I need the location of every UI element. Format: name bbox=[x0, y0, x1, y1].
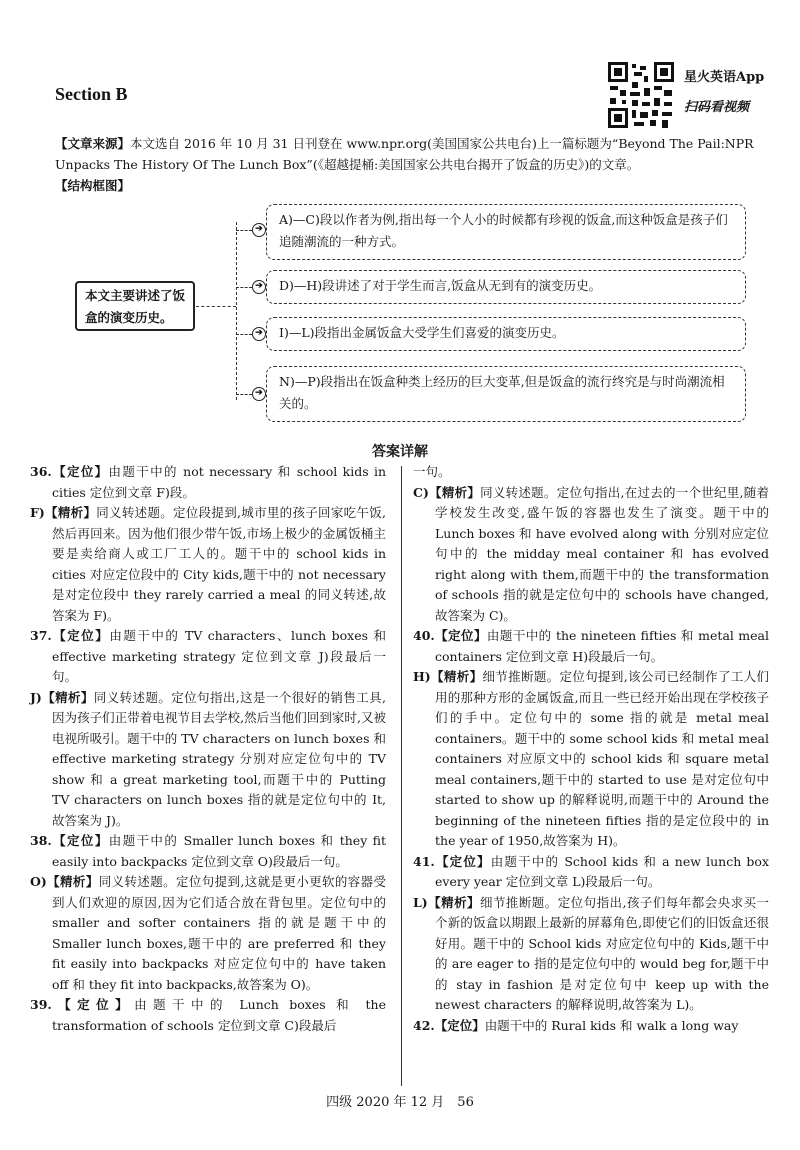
answer-item bbox=[413, 893, 769, 1016]
app-hint: 扫码看视频 bbox=[684, 100, 750, 115]
structure-branch: N)—P)段指出在饭盒种类上经历的巨大变革,但是饭盒的流行终究是与时尚潮流相关的。 bbox=[266, 366, 746, 422]
answer-item-label: 39.【定位】 bbox=[30, 997, 135, 1012]
article-source bbox=[55, 133, 770, 175]
arrow-icon: ➔ bbox=[252, 387, 266, 401]
answer-item-text: 一句。 bbox=[413, 464, 451, 479]
answer-item bbox=[30, 688, 386, 832]
answer-item bbox=[413, 462, 769, 483]
answer-item bbox=[413, 667, 769, 852]
answer-item-label: 42.【定位】 bbox=[413, 1017, 485, 1033]
answer-item-text: 由题干中的 Smaller lunch boxes 和 they fit easily into backpacks 定位到文章 O)段最后一句。 bbox=[52, 833, 386, 869]
answer-item-text: 同义转述题。定位句提到,这就是更小更软的容器受到人们欢迎的原因,因为它们适合放在背包里。定位句中的 smaller and softer containers 指的就是题干中的 Smaller lunch boxes,题干中的 are preferred 和 they fit easily into backpacks 对应定位句中的 have taken off 和 they fit into backpacks,故答案为 O)。 bbox=[52, 874, 386, 992]
answer-item-text: 由题干中的 not necessary 和 school kids in cities 定位到文章 F)段。 bbox=[52, 464, 386, 500]
answer-item bbox=[413, 1016, 769, 1037]
answer-item-text: 由题干中的 School kids 和 a new lunch box every year 定位到文章 L)段最后一句。 bbox=[435, 853, 770, 889]
answer-item bbox=[30, 503, 386, 626]
answer-item-label: F)【精析】 bbox=[30, 505, 97, 520]
answer-item bbox=[413, 626, 769, 667]
answer-item bbox=[30, 462, 386, 503]
answer-item-label: 36.【定位】 bbox=[30, 464, 109, 479]
page-footer: 四级 2020 年 12 月 56 bbox=[326, 1095, 474, 1110]
answer-column-right bbox=[413, 462, 769, 1036]
structure-branch: A)—C)段以作者为例,指出每一个人小的时候都有珍视的饭盒,而这种饭盒是孩子们追随潮流的一种方式。 bbox=[266, 204, 746, 260]
answer-item-text: 同义转述题。定位句指出,在过去的一个世纪里,随着学校发生改变,盛午饭的容器也发生了演变。题干中的 Lunch boxes 和 have evolved along with 分别对应定位句中的 the midday meal container 和 has evolved right along with them,而题干中的 the transformation of schools 指的就是定位句中的 schools have changed,故答案为 C)。 bbox=[435, 484, 769, 623]
answer-item-label: O)【精析】 bbox=[30, 874, 99, 889]
answer-item-text: 细节推断题。定位句提到,该公司已经制作了工人们用的那种方形的金属饭盒,而且一些已经开始出现在学校孩子们的手中。定位句中的 some 指的就是 metal meal containers。题干中的 some school kids 和 metal meal containers 对应原文中的 school kids 和 square metal meal containers,题干中的 started to use 是对定位句中 started to show up 的解释说明,而题干中的 Around the beginning of the nineteen fifties 指的是定位段中的 in the year of 1950,故答案为 H)。 bbox=[435, 669, 769, 848]
structure-connector bbox=[196, 306, 236, 307]
structure-branch: D)—H)段讲述了对于学生而言,饭盒从无到有的演变历史。 bbox=[266, 270, 746, 304]
arrow-icon: ➔ bbox=[252, 327, 266, 341]
structure-connector bbox=[236, 230, 252, 231]
structure-center-box: 本文主要讲述了饭盒的演变历史。 bbox=[75, 281, 195, 331]
answer-item bbox=[30, 872, 386, 995]
column-divider bbox=[401, 466, 402, 1086]
structure-branch: I)—L)段指出金属饭盒大受学生们喜爱的演变历史。 bbox=[266, 317, 746, 351]
answer-item-text: 同义转述题。定位句指出,这是一个很好的销售工具,因为孩子们正带着电视节目去学校,然后当他们回到家时,又被电视所吸引。题干中的 TV characters on lunch boxes 和 effective marketing strategy 分别对应定位句中的 TV show 和 a great marketing tool,而题干中的 Putting TV characters on lunch boxes 指的就是定位句中的 It,故答案为 J)。 bbox=[52, 689, 386, 828]
answer-item-label: J)【精析】 bbox=[30, 689, 94, 705]
app-name: 星火英语App bbox=[684, 70, 765, 85]
answer-item-label: 37.【定位】 bbox=[30, 628, 110, 643]
answer-item-label: L)【精析】 bbox=[413, 894, 480, 910]
arrow-icon: ➔ bbox=[252, 280, 266, 294]
structure-connector bbox=[236, 394, 252, 395]
answer-item-label: 38.【定位】 bbox=[30, 833, 109, 848]
answer-column-left bbox=[30, 462, 386, 1036]
structure-label: 【结构框图】 bbox=[55, 178, 131, 193]
answer-item-text: 由题干中的 TV characters、lunch boxes 和 effective marketing strategy 定位到文章 J)段最后一句。 bbox=[52, 628, 386, 684]
source-label: 【文章来源】 bbox=[55, 136, 131, 151]
answer-item-label: H)【精析】 bbox=[413, 669, 483, 684]
answer-item bbox=[30, 626, 386, 688]
arrow-icon: ➔ bbox=[252, 223, 266, 237]
structure-connector bbox=[236, 334, 252, 335]
answer-item bbox=[30, 831, 386, 872]
answer-item-text: 由题干中的 Rural kids 和 walk a long way bbox=[484, 1017, 739, 1033]
answer-item-text: 由题干中的 the nineteen fifties 和 metal meal containers 定位到文章 H)段最后一句。 bbox=[435, 628, 770, 664]
answer-item-text: 由题干中的 Lunch boxes 和 the transformation of schools 定位到文章 C)段最后 bbox=[52, 997, 386, 1033]
structure-connector bbox=[236, 222, 237, 400]
answer-item bbox=[413, 483, 769, 627]
answer-item-label: C)【精析】 bbox=[413, 484, 481, 500]
answer-item bbox=[30, 995, 386, 1036]
answers-title: 答案详解 bbox=[372, 444, 428, 460]
answer-item-text: 同义转述题。定位段提到,城市里的孩子回家吃午饭,然后再回来。因为他们很少带午饭,市场上极少的金属饭桶主要是卖给商人或工厂工人的。题干中的 school kids in cities 对应定位段中的 City kids,题干中的 not necessary 是对定位段中 they rarely carried a meal 的同义转述,故答案为 F)。 bbox=[52, 505, 386, 623]
qr-code-icon[interactable] bbox=[606, 60, 676, 130]
answer-item-text: 细节推断题。定位句指出,孩子们每年都会央求买一个新的饭盒以期跟上最新的屏幕角色,即使它们的旧饭盒还很好用。题干中的 School kids 对应定位句中的 Kids,题干中的 are eager to 指的是定位句中的 would beg for,题干中的 stay in fashion 是对定位句中 keep up with the newest characters 的解释说明,故答案为 L)。 bbox=[435, 894, 769, 1012]
structure-connector bbox=[236, 287, 252, 288]
answer-item-label: 41.【定位】 bbox=[413, 853, 491, 869]
answer-item bbox=[413, 852, 769, 893]
source-text: 本文选自 2016 年 10 月 31 日刊登在 www.npr.org(美国国家公共电台)上一篇标题为“Beyond The Pail:NPR Unpacks The History Of The Lunch Box”(《超越提桶:美国国家公共电台揭开了饭盒的历史》)的文章。 bbox=[55, 136, 754, 172]
answer-item-label: 40.【定位】 bbox=[413, 628, 487, 643]
section-title: Section B bbox=[55, 84, 128, 104]
